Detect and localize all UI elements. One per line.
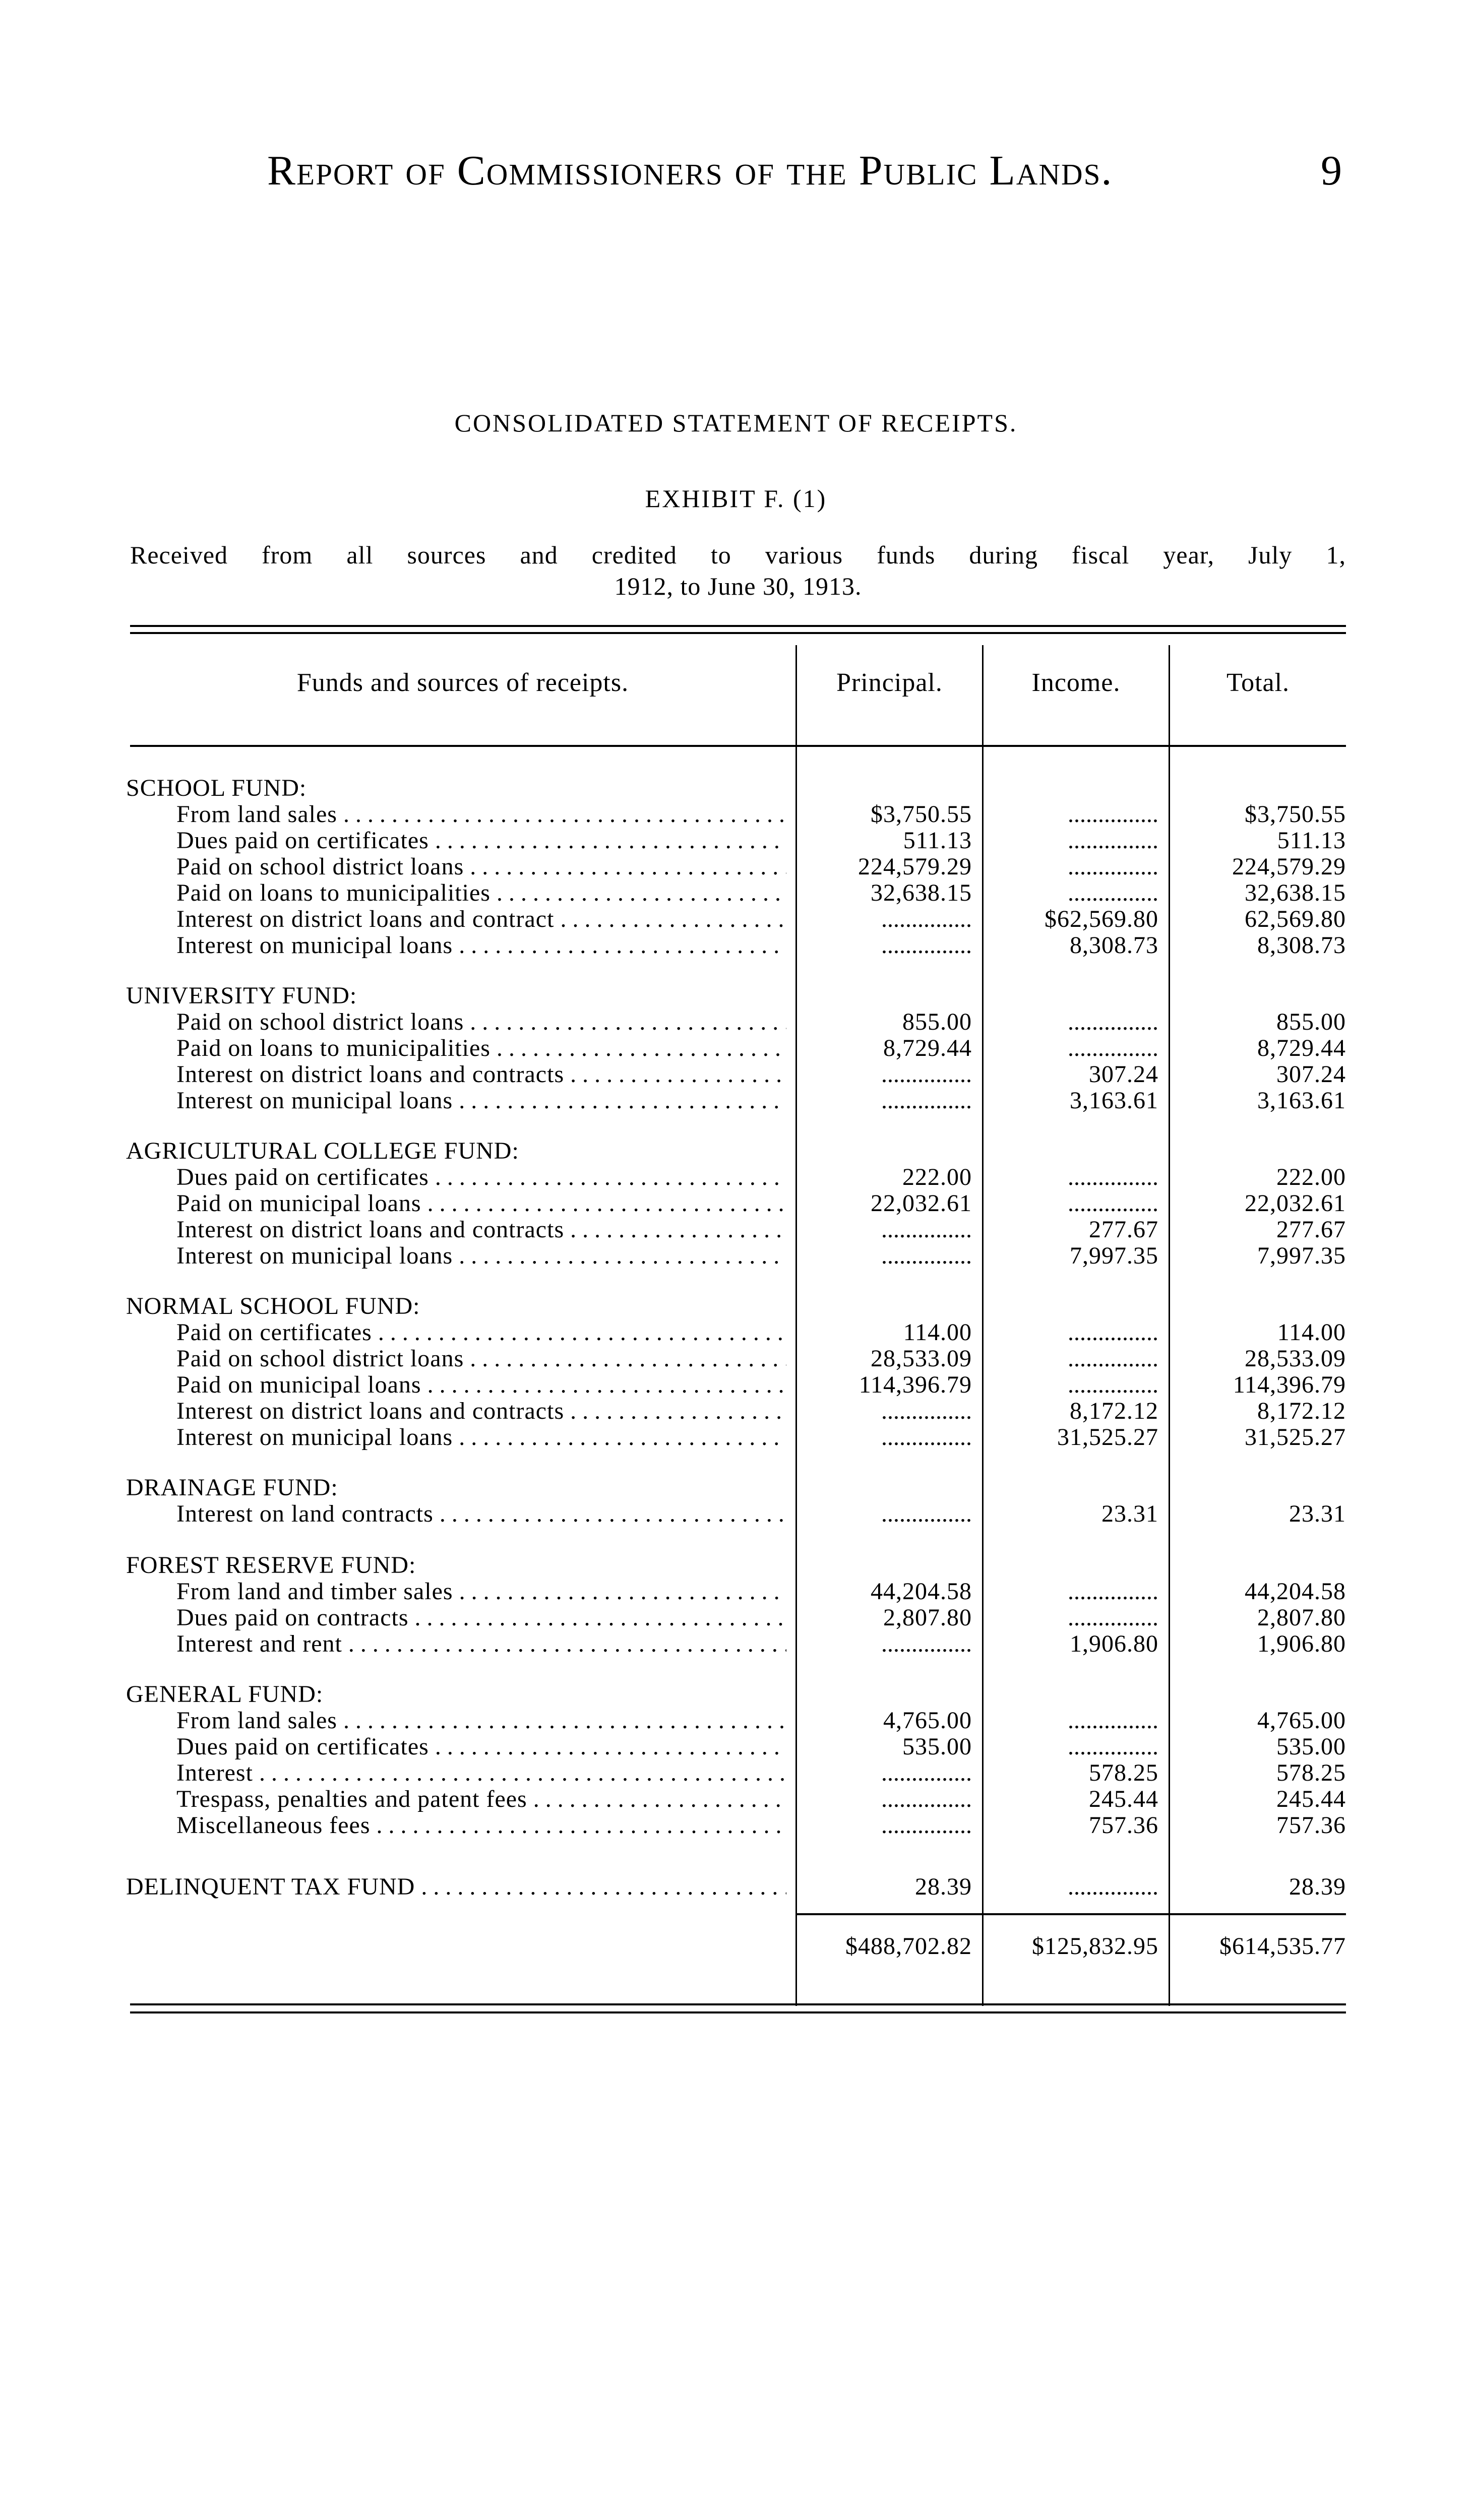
intro-line-1: Received from all sources and credited to various funds during fiscal year, July 1, xyxy=(130,541,1346,569)
total-value: 7,997.35 xyxy=(1257,1243,1346,1269)
principal-value: 28.39 xyxy=(915,1874,972,1900)
intro-line-2: 1912, to June 30, 1913. xyxy=(614,572,862,600)
total-value: 511.13 xyxy=(1277,828,1346,854)
total-value: 2,807.80 xyxy=(1257,1605,1346,1631)
table-row xyxy=(0,1605,1472,1631)
table-row xyxy=(0,1319,1472,1346)
principal-value: 535.00 xyxy=(902,1734,972,1760)
empty-leader: ............... xyxy=(1068,1734,1158,1760)
income-value: 1,906.80 xyxy=(1070,1631,1158,1657)
empty-leader: ............... xyxy=(881,932,972,959)
principal-value: 114.00 xyxy=(903,1319,972,1346)
total-value: 22,032.61 xyxy=(1245,1190,1346,1217)
row-label: Paid on school district loans . . . xyxy=(176,1346,786,1372)
table-row xyxy=(0,1708,1472,1734)
total-value: 114,396.79 xyxy=(1233,1372,1346,1398)
bottom-rule-2 xyxy=(130,2011,1346,2013)
principal-value: 511.13 xyxy=(903,828,972,854)
row-label: Interest and rent . . . xyxy=(176,1631,786,1657)
empty-leader: ............... xyxy=(1068,1164,1158,1190)
table-row xyxy=(0,1812,1472,1839)
row-label: Trespass, penalties and patent fees . . . xyxy=(176,1786,786,1812)
empty-leader: ............... xyxy=(1068,854,1158,880)
empty-leader: ............... xyxy=(881,1217,972,1243)
principal-value: 44,204.58 xyxy=(871,1579,972,1605)
income-value: 8,308.73 xyxy=(1070,932,1158,959)
empty-leader: ............... xyxy=(881,1760,972,1786)
fund-heading xyxy=(0,1293,1472,1319)
principal-value: 8,729.44 xyxy=(883,1035,972,1061)
empty-leader: ............... xyxy=(1068,1372,1158,1398)
total-value: 3,163.61 xyxy=(1257,1088,1346,1114)
principal-value: 4,765.00 xyxy=(883,1708,972,1734)
total-value: 44,204.58 xyxy=(1245,1579,1346,1605)
table-row xyxy=(0,1217,1472,1243)
row-label: Interest on municipal loans . . . xyxy=(176,1088,786,1114)
row-label: From land sales . . . xyxy=(176,801,786,828)
empty-leader: ............... xyxy=(1068,1605,1158,1631)
table-row xyxy=(0,1579,1472,1605)
fund-name: NORMAL SCHOOL FUND: xyxy=(126,1293,420,1319)
fund-heading xyxy=(0,1475,1472,1501)
total-value: 224,579.29 xyxy=(1232,854,1346,880)
running-title: Report of Commissioners of the Public Lands. xyxy=(267,147,1113,194)
empty-leader: ............... xyxy=(881,906,972,932)
income-value: 23.31 xyxy=(1101,1501,1158,1527)
row-label: DELINQUENT TAX FUND . . . xyxy=(126,1874,786,1900)
empty-leader: ............... xyxy=(1068,1190,1158,1217)
fund-name: UNIVERSITY FUND: xyxy=(126,982,357,1009)
total-value: 23.31 xyxy=(1289,1501,1346,1527)
grand-total: $614,535.77 xyxy=(1219,1933,1346,1960)
page-number: 9 xyxy=(1321,147,1342,194)
table-row xyxy=(0,932,1472,959)
row-label: From land and timber sales . . . xyxy=(176,1579,786,1605)
table-row xyxy=(0,854,1472,880)
empty-leader: ............... xyxy=(1068,1579,1158,1605)
total-value: 245.44 xyxy=(1276,1786,1346,1812)
total-value: 32,638.15 xyxy=(1245,880,1346,906)
table-row xyxy=(0,1061,1472,1088)
empty-leader: ............... xyxy=(881,1812,972,1839)
table-row xyxy=(0,1398,1472,1424)
row-label: Interest on district loans and contracts . . . xyxy=(176,1398,786,1424)
column-header-funds: Funds and sources of receipts. xyxy=(296,668,629,697)
row-label: Paid on municipal loans . . . xyxy=(176,1190,786,1217)
principal-value: 2,807.80 xyxy=(883,1605,972,1631)
row-label: Paid on loans to municipalities . . . xyxy=(176,1035,786,1061)
empty-leader: ............... xyxy=(881,1061,972,1088)
fund-name: DRAINAGE FUND: xyxy=(126,1474,338,1501)
total-value: 535.00 xyxy=(1276,1734,1346,1760)
total-value: 855.00 xyxy=(1276,1009,1346,1035)
empty-leader: ............... xyxy=(881,1398,972,1424)
total-value: 4,765.00 xyxy=(1257,1708,1346,1734)
table-row xyxy=(0,1035,1472,1061)
table-row xyxy=(0,906,1472,932)
principal-value: 28,533.09 xyxy=(871,1346,972,1372)
fund-name: FOREST RESERVE FUND: xyxy=(126,1552,416,1579)
row-label: Paid on school district loans . . . xyxy=(176,854,786,880)
row-label: Interest on municipal loans . . . xyxy=(176,932,786,959)
total-value: 222.00 xyxy=(1276,1164,1346,1190)
empty-leader: ............... xyxy=(1068,1319,1158,1346)
empty-leader: ............... xyxy=(881,1631,972,1657)
principal-value: 222.00 xyxy=(902,1164,972,1190)
row-label: Interest on district loans and contract . . . xyxy=(176,906,786,932)
empty-leader: ............... xyxy=(1068,1874,1158,1900)
column-header-income: Income. xyxy=(1031,668,1121,697)
fund-name: AGRICULTURAL COLLEGE FUND: xyxy=(126,1138,519,1164)
table-row xyxy=(0,1874,1472,1900)
table-row xyxy=(0,1346,1472,1372)
row-label: Dues paid on certificates . . . xyxy=(176,1164,786,1190)
empty-leader: ............... xyxy=(1068,880,1158,906)
income-value: 757.36 xyxy=(1089,1812,1158,1839)
row-label: Interest on municipal loans . . . xyxy=(176,1243,786,1269)
income-value: 7,997.35 xyxy=(1070,1243,1158,1269)
total-value: 277.67 xyxy=(1276,1217,1346,1243)
total-value: 8,172.12 xyxy=(1257,1398,1346,1424)
table-row xyxy=(0,1631,1472,1657)
empty-leader: ............... xyxy=(1068,1035,1158,1061)
row-label: Dues paid on contracts . . . xyxy=(176,1605,786,1631)
fund-heading xyxy=(0,1138,1472,1164)
total-value: 8,308.73 xyxy=(1257,932,1346,959)
table-row xyxy=(0,1734,1472,1760)
fund-name: SCHOOL FUND: xyxy=(126,775,307,801)
principal-value: 855.00 xyxy=(902,1009,972,1035)
table-row xyxy=(0,1372,1472,1398)
row-label: Interest on land contracts . . . xyxy=(176,1501,786,1527)
table-row xyxy=(0,1243,1472,1269)
exhibit-label: EXHIBIT F. (1) xyxy=(645,484,827,513)
empty-leader: ............... xyxy=(1068,1009,1158,1035)
fund-heading xyxy=(0,775,1472,801)
empty-leader: ............... xyxy=(881,1501,972,1527)
fund-heading xyxy=(0,1681,1472,1708)
totals-rule xyxy=(795,1913,1346,1915)
total-value: 757.36 xyxy=(1276,1812,1346,1839)
table-row xyxy=(0,1190,1472,1217)
empty-leader: ............... xyxy=(881,1786,972,1812)
row-label: Paid on school district loans . . . xyxy=(176,1009,786,1035)
total-value: 62,569.80 xyxy=(1245,906,1346,932)
row-label: Interest . . . xyxy=(176,1760,786,1786)
row-label: Interest on district loans and contracts . . . xyxy=(176,1061,786,1088)
principal-value: $3,750.55 xyxy=(871,801,972,828)
total-value: $3,750.55 xyxy=(1245,801,1346,828)
income-value: 277.67 xyxy=(1089,1217,1158,1243)
empty-leader: ............... xyxy=(881,1088,972,1114)
income-value: 307.24 xyxy=(1089,1061,1158,1088)
income-value: $62,569.80 xyxy=(1045,906,1158,932)
income-value: 578.25 xyxy=(1089,1760,1158,1786)
row-label: Interest on municipal loans . . . xyxy=(176,1424,786,1451)
empty-leader: ............... xyxy=(1068,801,1158,828)
bottom-rule-1 xyxy=(130,2003,1346,2005)
column-header-total: Total. xyxy=(1226,668,1290,697)
table-row xyxy=(0,828,1472,854)
income-value: 245.44 xyxy=(1089,1786,1158,1812)
row-label: From land sales . . . xyxy=(176,1708,786,1734)
row-label: Paid on certificates . . . xyxy=(176,1319,786,1346)
table-row xyxy=(0,1009,1472,1035)
total-value: 307.24 xyxy=(1276,1061,1346,1088)
principal-value: 22,032.61 xyxy=(871,1190,972,1217)
empty-leader: ............... xyxy=(881,1424,972,1451)
total-value: 114.00 xyxy=(1277,1319,1346,1346)
fund-heading xyxy=(0,1552,1472,1579)
row-label: Dues paid on certificates . . . xyxy=(176,828,786,854)
empty-leader: ............... xyxy=(1068,1708,1158,1734)
row-label: Paid on municipal loans . . . xyxy=(176,1372,786,1398)
row-label: Dues paid on certificates . . . xyxy=(176,1734,786,1760)
income-value: 31,525.27 xyxy=(1057,1424,1158,1451)
table-row xyxy=(0,1424,1472,1451)
table-row xyxy=(0,1786,1472,1812)
principal-value: 32,638.15 xyxy=(871,880,972,906)
empty-leader: ............... xyxy=(881,1243,972,1269)
principal-value: 114,396.79 xyxy=(858,1372,972,1398)
totals-row xyxy=(0,1933,1472,1960)
table-row xyxy=(0,801,1472,828)
total-value: 1,906.80 xyxy=(1257,1631,1346,1657)
principal-value: 224,579.29 xyxy=(858,854,972,880)
table-row xyxy=(0,880,1472,906)
fund-name: GENERAL FUND: xyxy=(126,1681,324,1708)
empty-leader: ............... xyxy=(1068,828,1158,854)
total-value: 28,533.09 xyxy=(1245,1346,1346,1372)
income-value: 8,172.12 xyxy=(1070,1398,1158,1424)
statement-title: CONSOLIDATED STATEMENT OF RECEIPTS. xyxy=(454,409,1018,437)
income-total: $125,832.95 xyxy=(1032,1933,1158,1960)
income-value: 3,163.61 xyxy=(1070,1088,1158,1114)
total-value: 8,729.44 xyxy=(1257,1035,1346,1061)
total-value: 28.39 xyxy=(1289,1874,1346,1900)
row-label: Paid on loans to municipalities . . . xyxy=(176,880,786,906)
row-label: Miscellaneous fees . . . xyxy=(176,1812,786,1839)
empty-leader: ............... xyxy=(1068,1346,1158,1372)
table-row xyxy=(0,1164,1472,1190)
table-row xyxy=(0,1501,1472,1527)
table-row xyxy=(0,1760,1472,1786)
total-value: 578.25 xyxy=(1276,1760,1346,1786)
row-label: Interest on district loans and contracts . . . xyxy=(176,1217,786,1243)
total-value: 31,525.27 xyxy=(1245,1424,1346,1451)
table-row xyxy=(0,1088,1472,1114)
column-header-principal: Principal. xyxy=(836,668,943,697)
fund-heading xyxy=(0,983,1472,1009)
principal-total: $488,702.82 xyxy=(845,1933,972,1960)
